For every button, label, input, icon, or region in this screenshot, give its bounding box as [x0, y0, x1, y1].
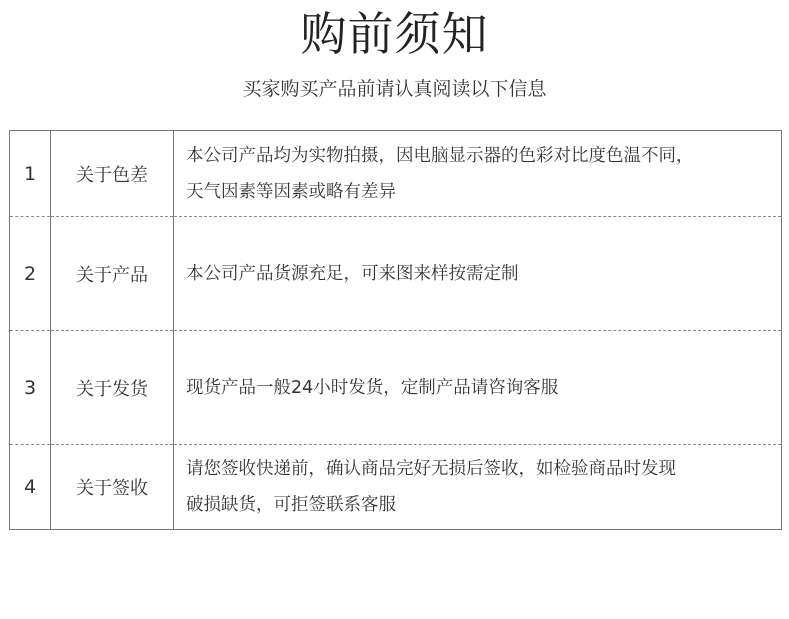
table-row [10, 131, 782, 217]
description-line: 请您签收快递前，确认商品完好无损后签收，如检验商品时发现 [186, 459, 676, 479]
table-row [10, 217, 782, 331]
description-line: 本公司产品货源充足，可来图来样按需定制 [186, 263, 519, 284]
description-line: 破损缺货，可拒签联系客服 [186, 495, 396, 515]
table-row [10, 331, 782, 445]
notice-table [9, 130, 782, 530]
description-line: 现货产品一般24小时发货，定制产品请咨询客服 [186, 377, 559, 398]
row-description [174, 131, 782, 217]
table-row [10, 445, 782, 530]
description-line: 本公司产品均为实物拍摄，因电脑显示器的色彩对比度色温不同， [186, 145, 694, 166]
row-topic: 关于发货 [51, 331, 174, 445]
row-topic: 关于签收 [51, 445, 174, 530]
page-title: 购前须知 [300, 7, 489, 61]
row-topic: 关于色差 [51, 131, 174, 217]
row-description [174, 331, 782, 445]
row-topic: 关于产品 [51, 217, 174, 331]
row-description [174, 445, 782, 530]
row-description [174, 217, 782, 331]
row-number: 3 [10, 331, 51, 445]
row-number: 2 [10, 217, 51, 331]
description-line: 天气因素等因素或略有差异 [186, 181, 396, 202]
page-subtitle: 买家购买产品前请认真阅读以下信息 [242, 78, 547, 100]
row-number: 4 [10, 445, 51, 530]
row-number: 1 [10, 131, 51, 217]
